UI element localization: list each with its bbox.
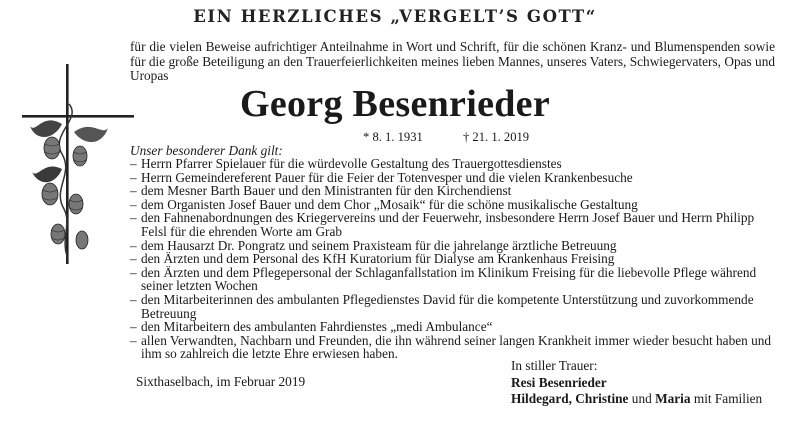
signoff-name3: Maria: [655, 391, 691, 406]
list-item: – Herrn Pfarrer Spielauer für die würdevolle Gestaltung des Trauergottesdienstes: [130, 157, 780, 171]
deceased-name: Georg Besenrieder: [239, 83, 551, 125]
birth-date: * 8. 1. 1931: [363, 130, 423, 144]
list-item: – dem Organisten Josef Bauer und dem Chor „Mosaik“ für die schöne musikalische Gestaltung: [130, 198, 780, 212]
death-date: † 21. 1. 2019: [462, 130, 530, 144]
signoff-names: Hildegard, Christine: [511, 391, 629, 406]
list-item: – den Ärzten und dem Pflegepersonal der Schlaganfallstation im Klinikum Freising für die liebevolle Pflege während seiner letzten Wochen: [130, 266, 780, 293]
signoff-line: In stiller Trauer:: [511, 358, 598, 373]
signoff-and: und: [631, 391, 652, 406]
list-item: – dem Hausarzt Dr. Pongratz und seinem Praxisteam für die jahrelange ärztliche Betreuung: [130, 239, 780, 253]
list-item: – den Fahnenabordnungen des Kriegervereins und der Feuerwehr, insbesondere Herrn Josef Bauer und Herrn Philipp Felsl für die ehrenden Worte am Grab: [130, 211, 780, 238]
intro-text: für die vielen Beweise aufrichtiger Anteilnahme in Wort und Schrift, für die schönen Kranz- und Blumenspenden sowie für die große Beteiligung an den Trauerfeierlichkeiten meines lieben Mannes, unseres Vaters, Schwiegervaters, Opas und Uropas: [130, 39, 775, 84]
life-dates: [363, 130, 529, 145]
signoff: [511, 358, 762, 408]
list-item: – dem Mesner Barth Bauer und den Ministranten für den Kirchendienst: [130, 184, 780, 198]
place-date: Sixthaselbach, im Februar 2019: [136, 374, 306, 389]
list-item: – den Ärzten und dem Personal des KfH Kuratorium für Dialyse am Krankenhaus Freising: [130, 252, 780, 266]
signoff-suffix: mit Familien: [693, 391, 763, 406]
signoff-name: Resi Besenrieder: [511, 374, 607, 390]
list-item: – den Mitarbeiterinnen des ambulanten Pflegedienstes David für die kompetente Unterstützung und zuvorkommende Betreuung: [130, 293, 780, 320]
signoff-family: [511, 391, 762, 408]
thanks-title: Unser besonderer Dank gilt:: [130, 143, 283, 158]
thanks-list: [130, 157, 780, 361]
notice-heading: EIN HERZLICHES „VERGELT’S GOTT“: [193, 7, 597, 26]
list-item: – Herrn Gemeindereferent Pauer für die Feier der Totenvesper und die vielen Krankenbesuche: [130, 171, 780, 185]
list-item: – allen Verwandten, Nachbarn und Freunden, die ihn während seiner langen Krankheit immer wieder besucht haben und ihm so zahlreich die letzte Ehre erwiesen haben.: [130, 334, 780, 361]
list-item: – den Mitarbeitern des ambulanten Fahrdienstes „medi Ambulance“: [130, 320, 780, 334]
